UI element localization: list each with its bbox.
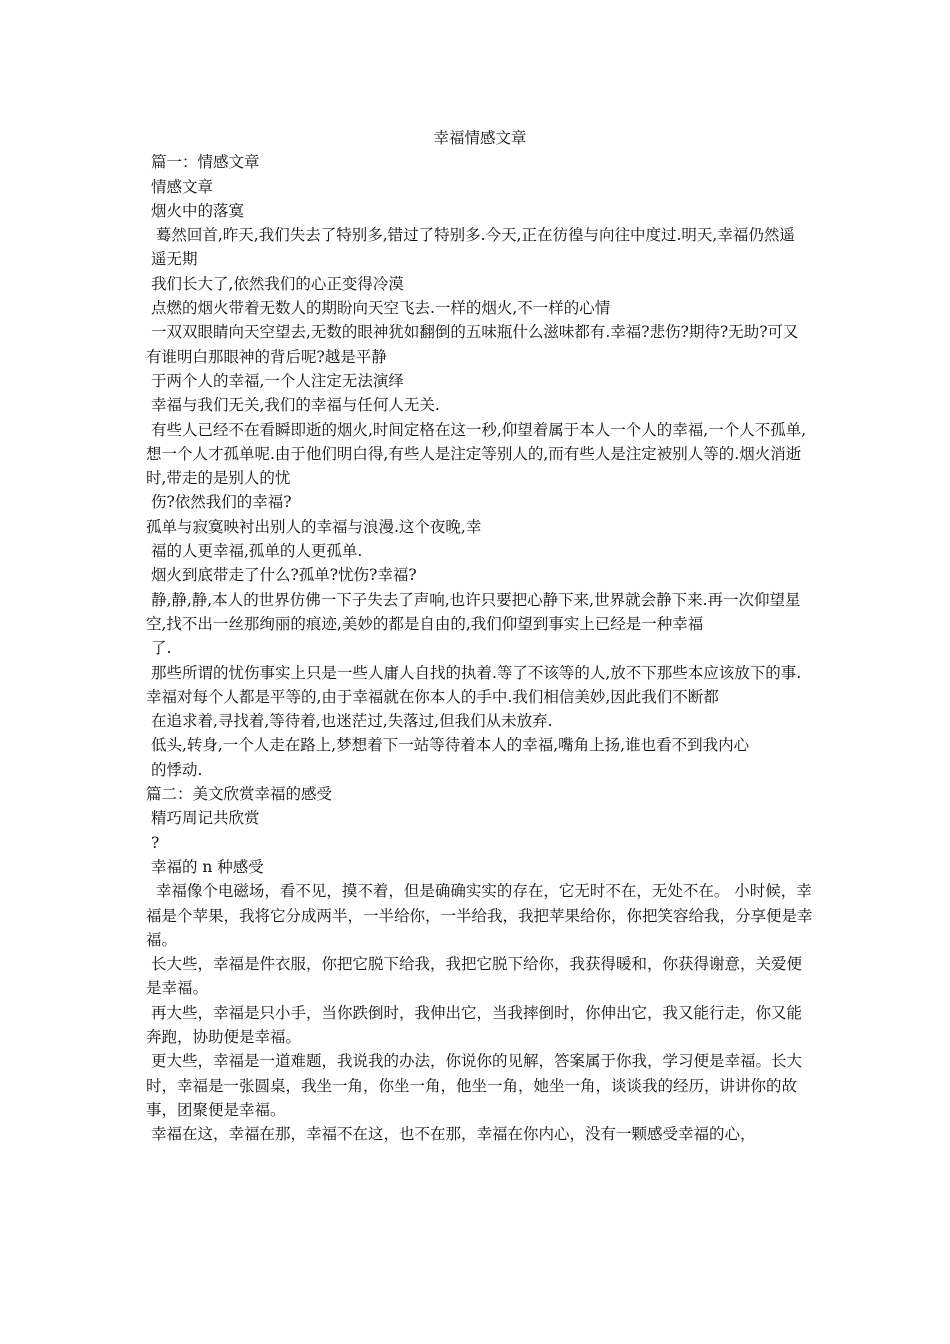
text-paragraph: 再大些，幸福是只小手，当你跌倒时，我伸出它，当我摔倒时，你伸出它，我又能行走，你又能奔跑，协助便是幸福。 (146, 1003, 802, 1046)
text-paragraph: 那些所谓的忧伤事实上只是一些人庸人自找的执着.等了不该等的人,放不下那些本应该放下的事.幸福对每个人都是平等的,由于幸福就在你本人的手中.我们相信美妙,因此我们不断都 (146, 663, 802, 706)
text-paragraph: 更大些，幸福是一道难题，我说我的办法，你说你的见解，答案属于你我，学习便是幸福。长大时，幸福是一张圆桌，我坐一角，你坐一角，他坐一角，她坐一角，谈谈我的经历，讲讲你的故事，团聚便是幸福。 (146, 1052, 802, 1119)
text-paragraph: 篇二：美文欣赏幸福的感受 (146, 785, 333, 804)
text-paragraph: 烟火到底带走了什么?孤单?忧伤?幸福? (146, 566, 417, 585)
text-paragraph: 幸福的 n 种感受 (146, 857, 264, 876)
text-paragraph: 幸福在这，幸福在那，幸福不在这，也不在那，幸福在你内心，没有一颗感受幸福的心， (146, 1125, 756, 1144)
text-paragraph: 幸福与我们无关,我们的幸福与任何人无关. (146, 396, 440, 415)
text-paragraph: 的悸动. (146, 760, 203, 779)
document-text (146, 150, 814, 1146)
text-paragraph: 我们长大了,依然我们的心正变得冷漠 (146, 274, 404, 293)
text-paragraph: 点燃的烟火带着无数人的期盼向天空飞去.一样的烟火,不一样的心情 (146, 299, 611, 318)
text-paragraph: 孤单与寂寞映衬出别人的幸福与浪漫.这个夜晚,幸 (146, 517, 482, 536)
text-paragraph: 静,静,静,本人的世界仿佛一下子失去了声响,也许只要把心静下来,世界就会静下来.再一次仰望星空,找不出一丝那绚丽的痕迹,美妙的都是自由的,我们仰望到事实上已经是一种幸福 (146, 590, 801, 633)
text-paragraph: 一双双眼睛向天空望去,无数的眼神犹如翻倒的五味瓶什么滋味都有.幸福?悲伤?期待?无助?可又有谁明白那眼神的背后呢?越是平静 (146, 323, 799, 366)
text-paragraph: 福的人更幸福,孤单的人更孤单. (146, 542, 363, 561)
text-paragraph: 遥无期 (146, 250, 198, 269)
document-title: 幸福情感文章 (433, 129, 527, 147)
text-paragraph: 长大些，幸福是件衣服，你把它脱下给我，我把它脱下给你，我获得暖和，你获得谢意，关爱便是幸福。 (146, 955, 802, 998)
text-paragraph: 精巧周记共欣赏 (146, 809, 260, 828)
document-body (146, 126, 814, 1146)
text-paragraph: 了. (146, 639, 172, 658)
text-paragraph: 蓦然回首,昨天,我们失去了特别多,错过了特别多.今天,正在彷徨与向往中度过.明天,幸福仍然遥 (146, 226, 795, 245)
text-paragraph: 于两个人的幸福,一个人注定无法演绎 (146, 371, 404, 390)
text-paragraph: 情感文章 (146, 177, 213, 196)
text-paragraph: 幸福像个电磁场，看不见，摸不着，但是确确实实的存在，它无时不在，无处不在。 小时候，幸福是个苹果，我将它分成两半，一半给你，一半给我，我把苹果给你，你把笑容给我，分享便是幸福。 (146, 882, 813, 949)
text-paragraph: 有些人已经不在看瞬即逝的烟火,时间定格在这一秒,仰望着属于本人一个人的幸福,一个人不孤单,想一个人才孤单呢.由于他们明白得,有些人是注定等别人的,而有些人是注定被别人等的.烟火消逝时,带走的是别人的忧 (146, 420, 807, 488)
text-paragraph: 伤?依然我们的幸福? (146, 493, 292, 512)
text-paragraph: 篇一：情感文章 (146, 153, 260, 172)
text-paragraph: 低头,转身,一个人走在路上,梦想着下一站等待着本人的幸福,嘴角上扬,谁也看不到我内心 (146, 736, 750, 755)
text-paragraph: ? (146, 833, 160, 852)
text-paragraph: 在追求着,寻找着,等待着,也迷茫过,失落过,但我们从未放弃. (146, 712, 553, 731)
text-paragraph: 烟火中的落寞 (146, 201, 244, 220)
